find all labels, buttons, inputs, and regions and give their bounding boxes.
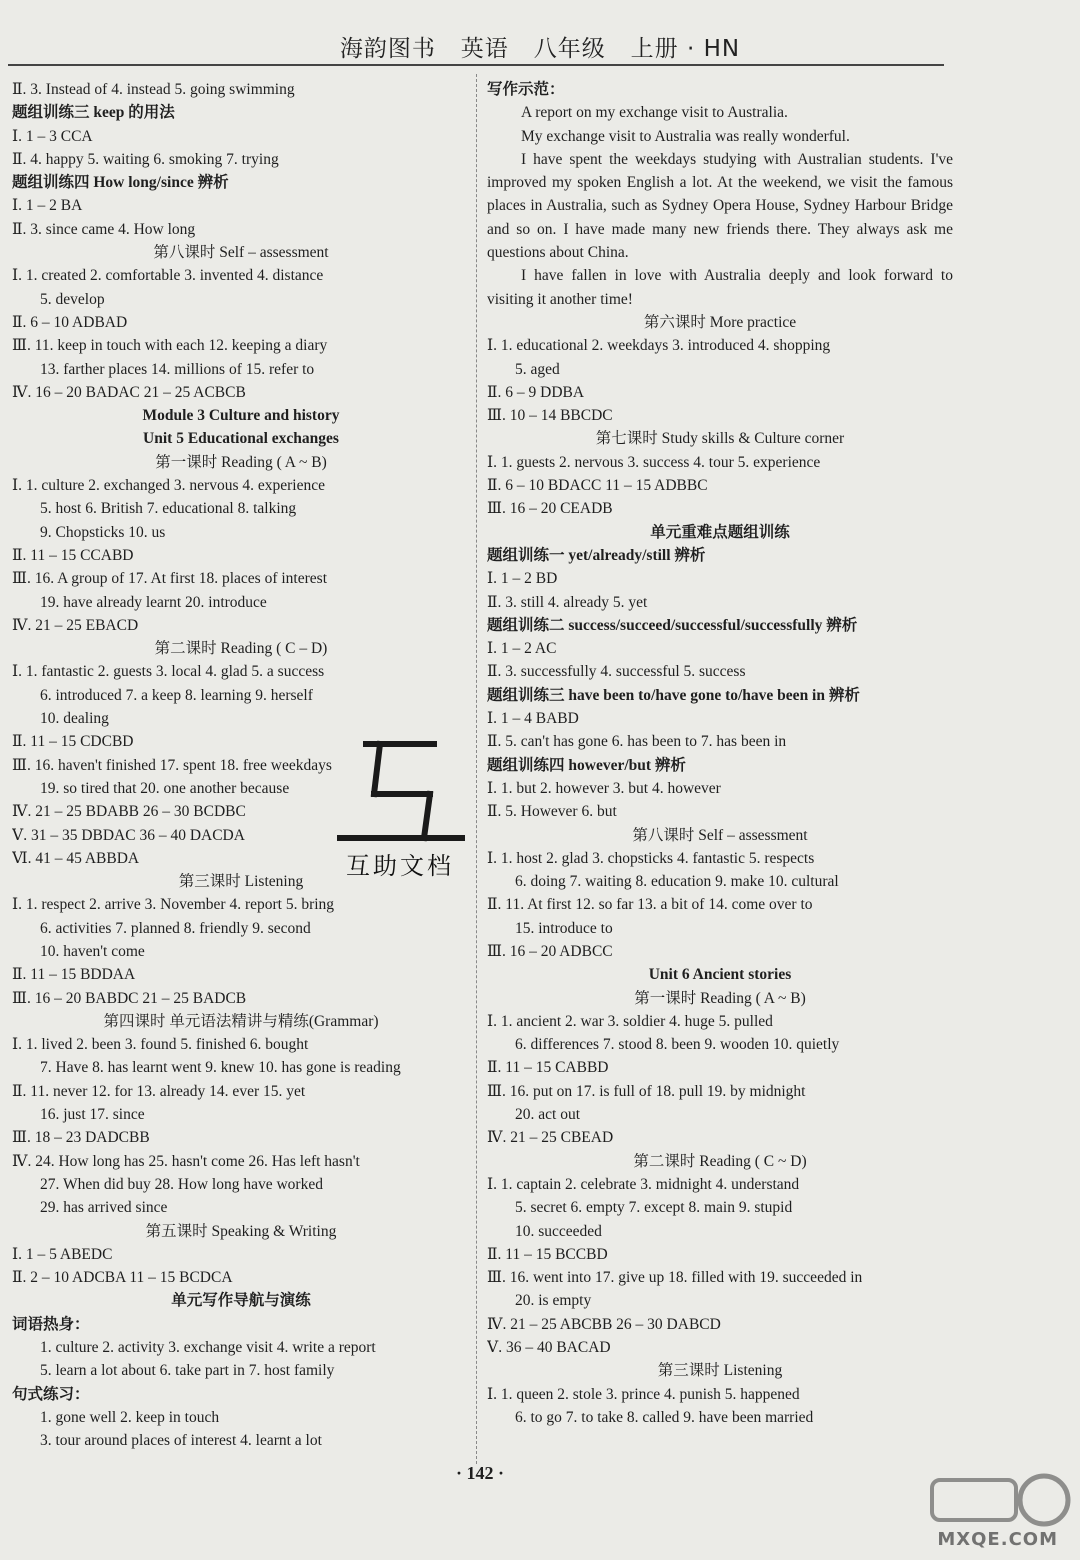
right-lines-item: 题组训练一 yet/already/still 辨析 [487, 546, 706, 564]
left-lines-item: Ⅳ. 16 – 20 BADAC 21 – 25 ACBCB [12, 383, 246, 401]
left-lines-item: Ⅳ. 24. How long has 25. hasn't come 26. Has left hasn't [12, 1152, 360, 1170]
right-lines-item: 6. differences 7. stood 8. been 9. wooden 10. quietly [515, 1036, 840, 1054]
left-lines-item: Ⅰ. 1. created 2. comfortable 3. invented 4. distance [12, 267, 324, 285]
left-lines-item: Ⅲ. 11. keep in touch with each 12. keeping a diary [12, 337, 328, 355]
left-lines-item: 5. learn a lot about 6. take part in 7. host family [40, 1362, 335, 1380]
right-lines-item: Ⅲ. 16. went into 17. give up 18. filled with 19. succeeded in [487, 1269, 863, 1287]
right-lines-item: Ⅲ. 16 – 20 ADBCC [487, 942, 613, 960]
running-header: 海韵图书 英语 八年级 上册 · HN [339, 36, 741, 62]
right-lines-item: Ⅰ. 1. but 2. however 3. but 4. however [487, 779, 721, 797]
right-lines-item: Ⅰ. 1. captain 2. celebrate 3. midnight 4. understand [487, 1175, 800, 1193]
left-lines-item: Ⅱ. 11 – 15 CCABD [12, 546, 134, 564]
right-lines-item: Ⅱ. 11 – 15 CABBD [487, 1059, 609, 1077]
right-lines-item: Ⅰ. 1. educational 2. weekdays 3. introduced 4. shopping [487, 337, 831, 355]
right-lines-item: 20. is empty [515, 1292, 592, 1310]
left-lines-item: 5. host 6. British 7. educational 8. talking [40, 500, 297, 518]
left-lines-item: Ⅱ. 3. since came 4. How long [12, 220, 196, 238]
right-lines-item: 第三课时 Listening [657, 1362, 783, 1380]
right-lines-item: 6. doing 7. waiting 8. education 9. make 10. cultural [515, 873, 839, 891]
left-lines-item: 1. gone well 2. keep in touch [40, 1408, 220, 1426]
left-lines-item: 10. haven't come [40, 942, 145, 960]
right-lines-item: 单元重难点题组训练 [650, 523, 790, 541]
left-lines-item: Ⅱ. 6 – 10 ADBAD [12, 313, 128, 331]
left-lines-item: 单元写作导航与演练 [171, 1292, 311, 1310]
right-lines-item: Ⅱ. 5. can't has gone 6. has been to 7. has been in [487, 733, 787, 751]
left-lines-item: 第三课时 Listening [178, 873, 304, 891]
site-logo [924, 1470, 1074, 1556]
left-lines-item: Ⅲ. 18 – 23 DADCBB [12, 1129, 150, 1147]
right-lines-item: Ⅰ. 1 – 2 BD [487, 570, 558, 588]
right-lines-item: 15. introduce to [515, 919, 613, 937]
left-lines-item: Ⅰ. 1. fantastic 2. guests 3. local 4. glad 5. a success [12, 663, 325, 681]
left-lines-item: Ⅳ. 21 – 25 EBACD [12, 616, 139, 634]
right-lines-item: Ⅰ. 1 – 2 AC [487, 640, 557, 658]
writing-heading: 写作示范： [487, 81, 565, 98]
left-lines-item: Unit 5 Educational exchanges [143, 430, 339, 448]
right-lines-item: Ⅲ. 16. put on 17. is full of 18. pull 19. by midnight [487, 1082, 806, 1100]
left-lines-item: 句式练习： [12, 1385, 90, 1403]
page-number: · 142 · [455, 1463, 504, 1483]
writing-sample [487, 78, 953, 311]
right-lines-item: Ⅱ. 5. However 6. but [487, 803, 617, 821]
right-lines-item: Ⅰ. 1. ancient 2. war 3. soldier 4. huge 5. pulled [487, 1012, 773, 1030]
right-lines-item: Ⅲ. 10 – 14 BBCDC [487, 407, 613, 425]
writing-title: A report on my exchange visit to Australia. [521, 104, 788, 122]
left-lines-item: 题组训练四 How long/since 辨析 [12, 174, 229, 192]
right-column [487, 78, 953, 1429]
left-lines-item: Ⅵ. 41 – 45 ABBDA [12, 849, 140, 867]
left-lines-item: 19. have already learnt 20. introduce [40, 593, 267, 611]
right-lines-item: 第八课时 Self – assessment [632, 826, 808, 844]
right-lines-item: Ⅰ. 1. guests 2. nervous 3. success 4. tour 5. experience [487, 453, 821, 471]
left-lines-item: Ⅱ. 2 – 10 ADCBA 11 – 15 BCDCA [12, 1269, 233, 1287]
right-lines-item: 10. succeeded [515, 1222, 602, 1240]
left-lines-item: Ⅰ. 1 – 3 CCA [12, 127, 93, 145]
left-lines-item: Ⅲ. 16. haven't finished 17. spent 18. free weekdays [12, 756, 332, 774]
left-lines-item: Ⅱ. 11. never 12. for 13. already 14. ever 15. yet [12, 1082, 306, 1100]
right-lines-item: 题组训练三 have been to/have gone to/have been in 辨析 [487, 686, 860, 704]
right-lines-item: Ⅱ. 6 – 9 DDBA [487, 383, 585, 401]
right-lines-item: Ⅱ. 11 – 15 BCCBD [487, 1245, 608, 1263]
left-lines-item: Ⅰ. 1 – 2 BA [12, 197, 83, 215]
right-lines-item: 5. aged [515, 360, 560, 378]
left-lines-item: 6. activities 7. planned 8. friendly 9. second [40, 919, 311, 937]
left-lines-item: 1. culture 2. activity 3. exchange visit 4. write a report [40, 1339, 376, 1357]
left-lines-item: 第五课时 Speaking & Writing [145, 1222, 337, 1240]
left-lines-item: 第四课时 单元语法精讲与精练(Grammar) [103, 1012, 379, 1030]
right-lines-item: Ⅰ. 1. host 2. glad 3. chopsticks 4. fantastic 5. respects [487, 849, 815, 867]
left-lines-item: Ⅰ. 1. respect 2. arrive 3. November 4. report 5. bring [12, 896, 335, 914]
right-lines-item: 第六课时 More practice [643, 313, 797, 331]
right-lines-item: Ⅱ. 11. At first 12. so far 13. a bit of 14. come over to [487, 896, 813, 914]
writing-paragraph-2: I have spent the weekdays studying with Australian students. I've improved my spoken English a lot. At the weekend, we visit the famous places in Australia, such as Sydney Opera House, Sydney Harbour Bridge and so on. I have made many new friends there. They always ask me questions about China. [487, 150, 953, 262]
right-lines-item: 题组训练二 success/succeed/successful/successfully 辨析 [487, 616, 858, 634]
right-lines-item: Ⅰ. 1 – 4 BABD [487, 710, 579, 728]
left-lines-item: 5. develop [40, 290, 105, 308]
left-lines-item: Ⅱ. 11 – 15 BDDAA [12, 966, 136, 984]
right-lines-item: Ⅱ. 3. still 4. already 5. yet [487, 593, 648, 611]
left-lines-item: 16. just 17. since [40, 1106, 145, 1124]
right-lines-item: 题组训练四 however/but 辨析 [487, 756, 686, 774]
left-lines-item: 3. tour around places of interest 4. learnt a lot [40, 1432, 322, 1450]
right-lines-item: 第七课时 Study skills & Culture corner [595, 430, 845, 448]
right-lines-item: 20. act out [515, 1106, 580, 1124]
left-column [12, 78, 470, 1453]
column-divider [476, 74, 477, 1464]
left-lines-item: Ⅱ. 4. happy 5. waiting 6. smoking 7. trying [12, 150, 279, 168]
right-lines-item: Unit 6 Ancient stories [648, 966, 792, 984]
left-lines-item: Ⅰ. 1. culture 2. exchanged 3. nervous 4. experience [12, 477, 325, 495]
left-lines-item: 29. has arrived since [40, 1199, 168, 1217]
logo-url: MXQE.COM [937, 1529, 1058, 1550]
left-lines-item: 27. When did buy 28. How long have worked [40, 1175, 323, 1193]
left-lines-item: 词语热身： [12, 1315, 90, 1333]
left-lines-item: Ⅲ. 16. A group of 17. At first 18. places of interest [12, 570, 328, 588]
writing-paragraph-3: I have fallen in love with Australia deeply and look forward to visiting it another time! [487, 267, 953, 308]
left-lines-item: Module 3 Culture and history [142, 407, 340, 425]
right-lines-item: 5. secret 6. empty 7. except 8. main 9. stupid [515, 1199, 793, 1217]
right-lines-item: Ⅲ. 16 – 20 CEADB [487, 500, 613, 518]
left-lines-item: 题组训练三 keep 的用法 [12, 104, 175, 122]
right-answer-list [487, 311, 953, 1429]
left-lines-item: Ⅱ. 3. Instead of 4. instead 5. going swimming [12, 81, 295, 98]
left-lines-item: 19. so tired that 20. one another because [40, 779, 290, 797]
left-lines-item: 第一课时 Reading ( A ~ B) [155, 453, 327, 471]
left-lines-item: Ⅲ. 16 – 20 BABDC 21 – 25 BADCB [12, 989, 247, 1007]
left-lines-item: 6. introduced 7. a keep 8. learning 9. herself [40, 686, 313, 704]
left-lines-item: Ⅰ. 1 – 5 ABEDC [12, 1245, 113, 1263]
right-lines-item: Ⅳ. 21 – 25 ABCBB 26 – 30 DABCD [487, 1315, 721, 1333]
left-lines-item: Ⅴ. 31 – 35 DBDAC 36 – 40 DACDA [12, 826, 245, 844]
left-lines-item: Ⅰ. 1. lived 2. been 3. found 5. finished 6. bought [12, 1036, 309, 1054]
left-lines-item: 13. farther places 14. millions of 15. refer to [40, 360, 315, 378]
right-lines-item: Ⅰ. 1. queen 2. stole 3. prince 4. punish 5. happened [487, 1385, 800, 1403]
left-lines-item: 10. dealing [40, 710, 109, 728]
left-lines-item: Ⅱ. 11 – 15 CDCBD [12, 733, 134, 751]
right-lines-item: 第一课时 Reading ( A ~ B) [634, 989, 806, 1007]
right-lines-item: 6. to go 7. to take 8. called 9. have been married [515, 1408, 814, 1426]
left-lines-item: 第二课时 Reading ( C – D) [154, 640, 328, 658]
right-lines-item: Ⅳ. 21 – 25 CBEAD [487, 1129, 614, 1147]
right-lines-item: 第二课时 Reading ( C ~ D) [633, 1152, 807, 1170]
left-lines-item: Ⅳ. 21 – 25 BDABB 26 – 30 BCDBC [12, 803, 246, 821]
left-lines-item: 7. Have 8. has learnt went 9. knew 10. has gone is reading [40, 1059, 401, 1077]
left-lines-item: 9. Chopsticks 10. us [40, 523, 166, 541]
right-lines-item: Ⅱ. 6 – 10 BDACC 11 – 15 ADBBC [487, 477, 708, 495]
left-lines-item: 第八课时 Self – assessment [153, 244, 329, 262]
right-lines-item: Ⅱ. 3. successfully 4. successful 5. success [487, 663, 746, 681]
writing-paragraph-1: My exchange visit to Australia was really wonderful. [521, 127, 850, 145]
header-rule [8, 64, 944, 66]
right-lines-item: Ⅴ. 36 – 40 BACAD [487, 1339, 611, 1357]
watermark-text: 互助文档 [346, 852, 454, 880]
